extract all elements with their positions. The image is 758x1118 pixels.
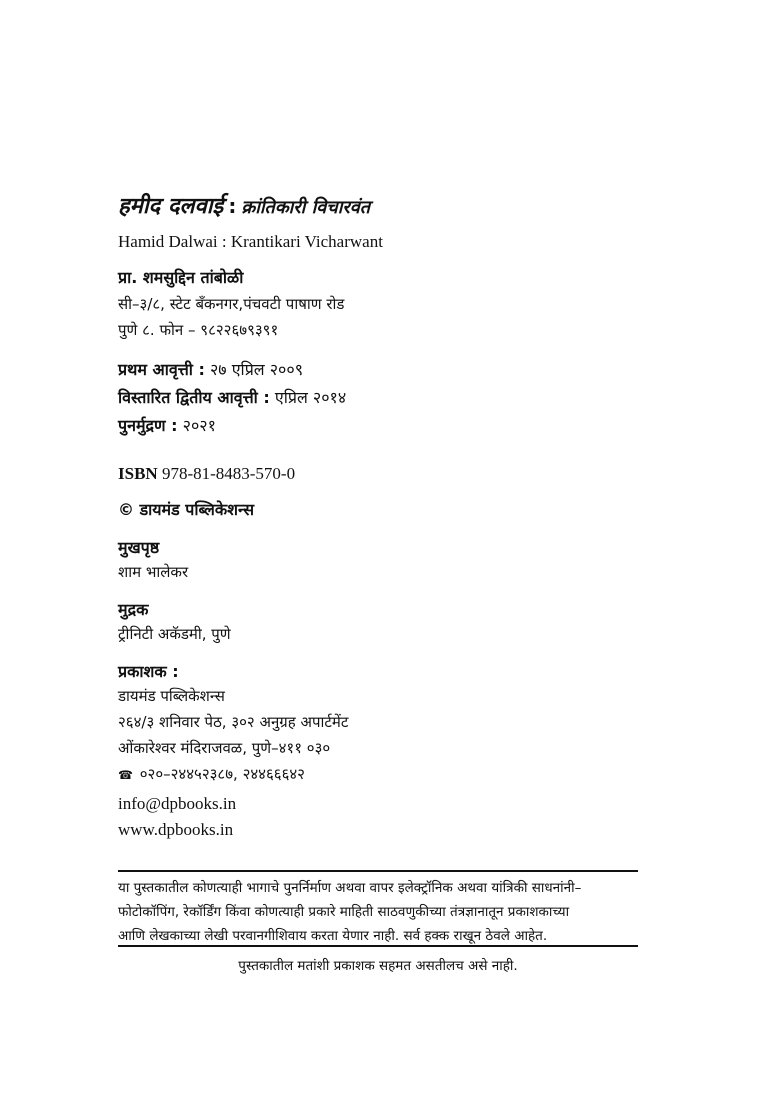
phone-icon: ☎: [118, 768, 133, 782]
author-address-line2: पुणे ८. फोन – ९८२२६७९३९१: [118, 321, 279, 339]
publisher-label: प्रकाशक :: [118, 662, 179, 681]
publisher-name: डायमंड पब्लिकेशन्स: [118, 687, 225, 705]
reprint-value: २०२१: [182, 416, 216, 435]
printer-name: ट्रीनिटी अकॅडमी, पुणे: [118, 625, 231, 643]
book-title: हमीद दलवाई: [118, 193, 224, 219]
isbn: [118, 464, 295, 484]
first-edition-value: २७ एप्रिल २००९: [209, 360, 304, 379]
publisher-address-line2: ओंकारेश्वर मंदिराजवळ, पुणे–४११ ०३०: [118, 739, 331, 757]
second-edition: [118, 386, 346, 408]
disclaimer: पुस्तकातील मतांशी प्रकाशक सहमत असतीलच असे नाही.: [238, 958, 518, 974]
publisher-website[interactable]: www.dpbooks.in: [118, 820, 234, 839]
isbn-label: ISBN: [118, 464, 158, 483]
printer-label: मुद्रक: [118, 600, 149, 619]
notice-top-rule: [118, 870, 638, 872]
publisher-email[interactable]: info@dpbooks.in: [118, 794, 237, 813]
author-address-line1: सी–३/८, स्टेट बँकनगर,पंचवटी पाषाण रोड: [118, 295, 345, 313]
reprint: [118, 414, 216, 436]
second-edition-value: एप्रिल २०१४: [274, 388, 347, 407]
notice-bottom-rule: [118, 945, 638, 947]
author-name: प्रा. शमसुद्दिन तांबोळी: [118, 268, 244, 287]
copyright: © डायमंड पब्लिकेशन्स: [118, 500, 255, 519]
publisher-phone: ०२०–२४४५२३८७, २४४६६६४२: [139, 765, 305, 783]
title-separator: :: [228, 194, 237, 218]
isbn-value: 978-81-8483-570-0: [161, 464, 296, 483]
second-edition-label: विस्तारित द्वितीय आवृत्ती :: [118, 388, 270, 407]
book-title-row: [118, 190, 370, 220]
cover-artist: शाम भालेकर: [118, 563, 189, 581]
cover-label: मुखपृष्ठ: [118, 538, 160, 557]
reprint-label: पुनर्मुद्रण :: [118, 416, 178, 435]
publisher-phone-row: [118, 764, 305, 784]
first-edition-label: प्रथम आवृत्ती :: [118, 360, 205, 379]
publisher-address-line1: २६४/३ शनिवार पेठ, ३०२ अनुग्रह अपार्टमेंट: [118, 713, 349, 731]
first-edition: [118, 358, 303, 380]
book-title-english: Hamid Dalwai : Krantikari Vicharwant: [118, 232, 383, 251]
book-subtitle: क्रांतिकारी विचारवंत: [241, 197, 370, 218]
notice-line3: आणि लेखकाच्या लेखी परवानगीशिवाय करता येणार नाही. सर्व हक्क राखून ठेवले आहेत.: [118, 928, 548, 944]
notice-line2: फोटोकॉपिंग, रेकॉर्डिंग किंवा कोणत्याही प्रकारे माहिती साठवणुकीच्या तंत्रज्ञानातून प्रकाशकाच्या: [118, 904, 570, 920]
notice-line1: या पुस्तकातील कोणत्याही भागाचे पुनर्निर्माण अथवा वापर इलेक्ट्रॉनिक अथवा यांत्रिकी साधनांनी–: [118, 880, 582, 896]
